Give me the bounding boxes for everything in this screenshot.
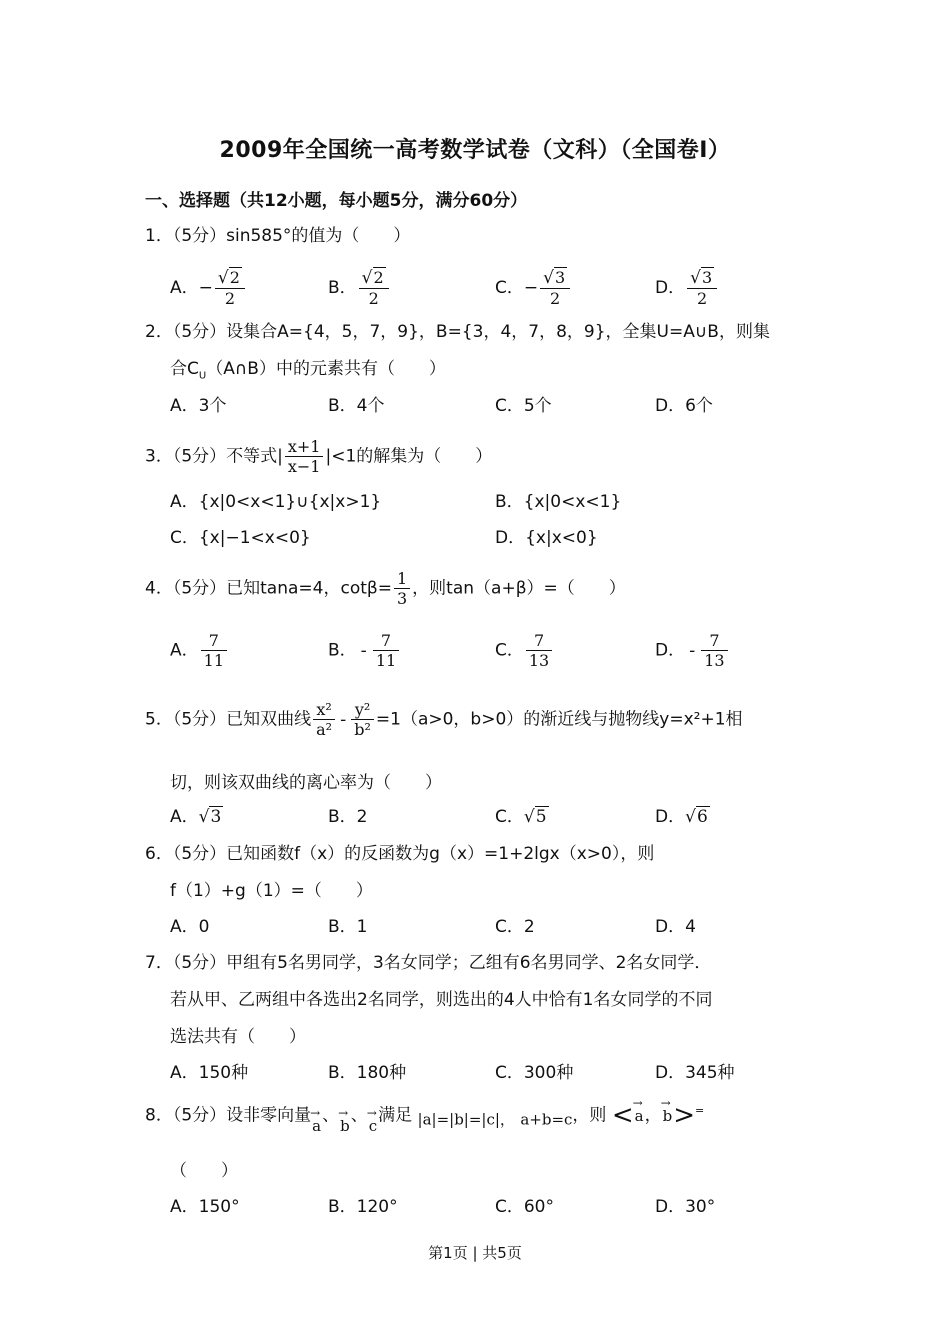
q3-option-a: A．{x|0<x<1}∪{x|x>1} <box>170 492 382 512</box>
q8-stem: 8．（5分）设非零向量→ a、→ b、→ c满足 |a|=|b|=|c|， a+b=c，则 <→ a，→ b>= <box>145 1098 704 1139</box>
q5-option-d: D．√6 <box>655 807 708 827</box>
q5-stem: 5．（5分）已知双曲线 $\frac{\text{x²}}{\text{a²}}$ - $\frac{\text{y²}}{\text{b²}}$ =1（a>0，b>0）的渐近线与抛物线y=x²+1相 <box>145 700 743 739</box>
q8-line2: （ ） <box>170 1161 238 1181</box>
q5-line2: 切，则该双曲线的离心率为（ ） <box>170 773 442 793</box>
q1-option-d: D． $\frac{√3}{2}$ <box>655 268 719 308</box>
q2-option-a: A．3个 <box>170 396 227 416</box>
q4-option-d: D． - $\frac{7}{13}$ <box>655 631 730 670</box>
q7-option-d: D．345种 <box>655 1063 735 1083</box>
q4-option-c: C． $\frac{7}{13}$ <box>495 631 554 670</box>
q2-line1: 2．（5分）设集合A={4，5，7，9}，B={3，4，7，8，9}，全集U=A∪B，则集 <box>145 322 770 342</box>
q7-option-b: B．180种 <box>328 1063 407 1083</box>
q6-option-a: A．0 <box>170 917 210 937</box>
q2-option-b: B．4个 <box>328 396 385 416</box>
q2-line2: 合$C_U(A\cap B)$中的元素共有（ ） <box>170 359 446 382</box>
q1-option-a: A．− $\frac{√2}{2}$ <box>170 268 247 308</box>
q7-line2: 若从甲、乙两组中各选出2名同学，则选出的4人中恰有1名女同学的不同 <box>170 990 713 1010</box>
q1-option-b: B． $\frac{√2}{2}$ <box>328 268 391 308</box>
q8-option-c: C．60° <box>495 1197 555 1217</box>
q4-option-b: B． - $\frac{7}{11}$ <box>328 631 401 670</box>
q4-stem: 4．（5分）已知tana=4，cotβ= $\frac{1}{3}$ ，则tan（a+β）=（ ） <box>145 569 626 608</box>
page-footer: 第1页 | 共5页 <box>428 1244 522 1262</box>
q3-option-c: C．{x|−1<x<0} <box>170 528 311 548</box>
q6-line2: f（1）+g（1）=（ ） <box>170 881 373 901</box>
q8-option-d: D．30° <box>655 1197 716 1217</box>
q2-option-d: D．6个 <box>655 396 713 416</box>
q7-option-a: A．150种 <box>170 1063 249 1083</box>
q3-option-d: D．{x|x<0} <box>495 528 598 548</box>
section-title: 一、选择题（共12小题，每小题5分，满分60分） <box>145 191 528 211</box>
page-title: 2009年全国统一高考数学试卷（文科）（全国卷Ⅰ） <box>219 138 731 163</box>
q7-option-c: C．300种 <box>495 1063 574 1083</box>
q5-option-c: C．√5 <box>495 807 547 827</box>
q8-option-a: A．150° <box>170 1197 240 1217</box>
q7-line1: 7．（5分）甲组有5名男同学，3名女同学；乙组有6名男同学、2名女同学． <box>145 953 712 973</box>
q6-option-d: D．4 <box>655 917 696 937</box>
q8-option-b: B．120° <box>328 1197 398 1217</box>
q5-option-a: A．√3 <box>170 807 222 827</box>
q6-line1: 6．（5分）已知函数f（x）的反函数为g（x）=1+2lgx（x>0），则 <box>145 844 655 864</box>
q2-option-c: C．5个 <box>495 396 552 416</box>
q1-option-c: C．− $\frac{√3}{2}$ <box>495 268 572 308</box>
q3-option-b: B．{x|0<x<1} <box>495 492 622 512</box>
q1-stem: 1．（5分）sin585°的值为（ ） <box>145 226 411 246</box>
q5-option-b: B．2 <box>328 807 368 827</box>
q3-stem: 3．（5分）不等式| $\frac{x+1}{x-1}$ |<1的解集为（ ） <box>145 437 493 476</box>
q4-option-a: A． $\frac{7}{11}$ <box>170 631 229 670</box>
q6-option-c: C．2 <box>495 917 535 937</box>
q7-line3: 选法共有（ ） <box>170 1027 306 1047</box>
q6-option-b: B．1 <box>328 917 368 937</box>
